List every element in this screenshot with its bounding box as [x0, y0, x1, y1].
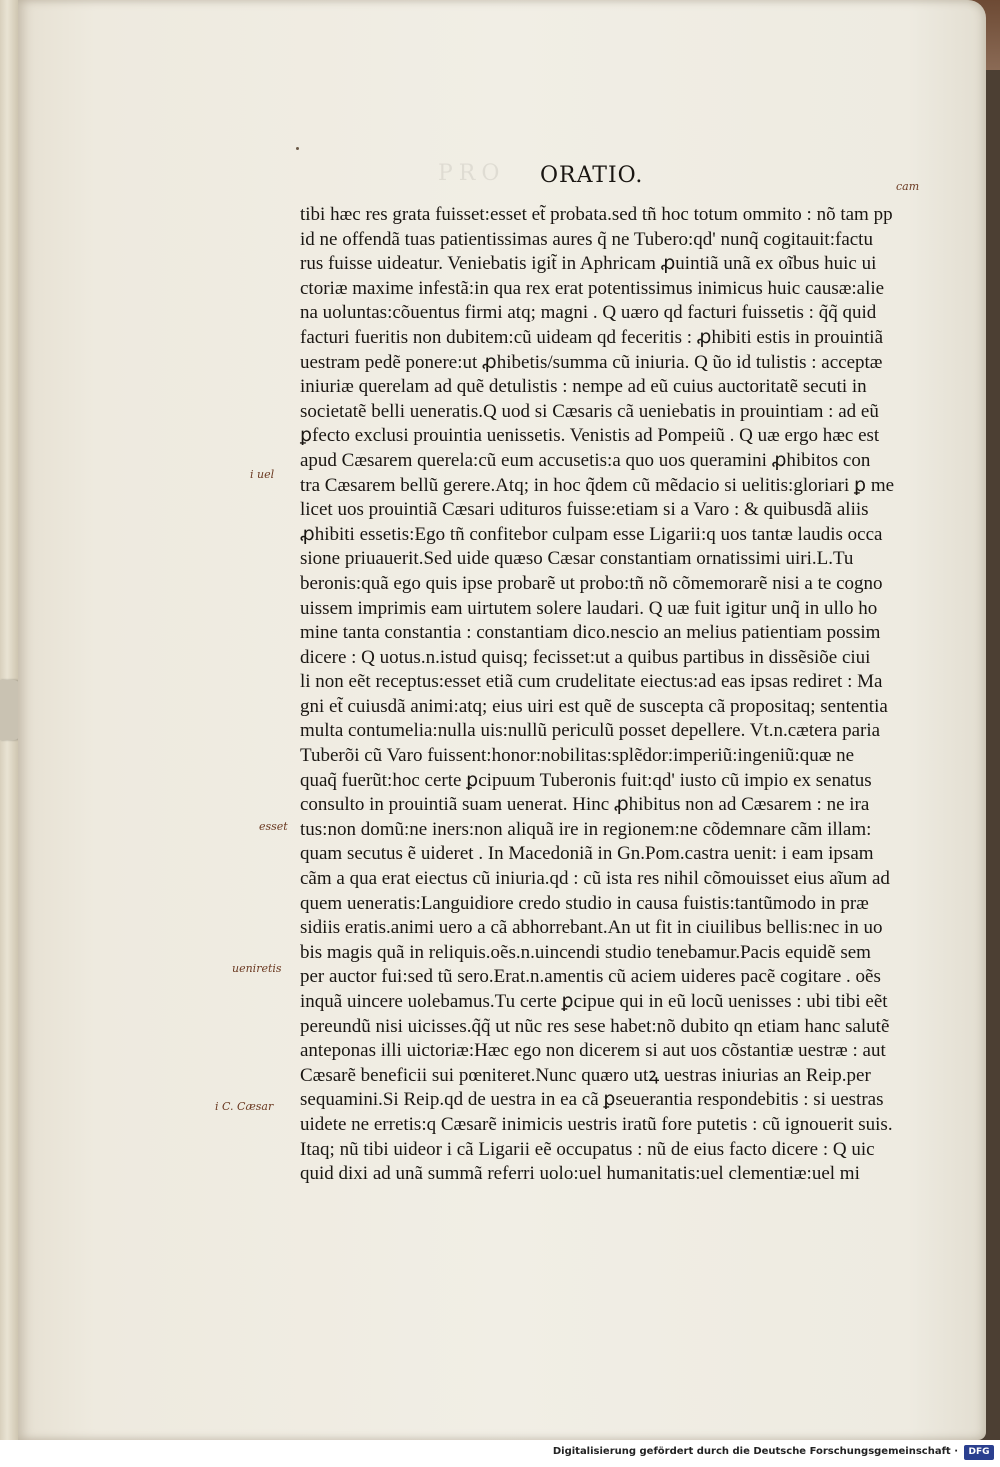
text-line: mine tanta constantia : constantiam dico.nescio an melius patientiam possim	[300, 622, 881, 644]
text-line: per auctor fui:sed tũ sero.Erat.n.amentis cũ aciem uideres pacẽ cogitare . oẽs	[300, 966, 881, 988]
ink-dot	[296, 147, 299, 150]
text-line: Tuberõi cũ Varo fuissent:honor:nobilitas:splẽdor:imperiũ:ingeniũ:quæ ne	[300, 745, 855, 767]
text-line: quam secutus ẽ uideret . In Macedoniã in Gn.Pom.castra uenit: i eam ipsam	[300, 843, 874, 865]
text-line: uissem imprimis eam uirtutem solere laudari. Q uæ fuit igitur unq̃ in ullo ho	[300, 597, 878, 619]
text-line: quaq̃ fuerũt:hoc certe ꝑcipuum Tuberonis fuit:qd' iusto cũ impio ex senatus	[300, 769, 872, 791]
text-line: pereundũ nisi uicisses.q̃q̃ ut nũc res sese habet:nõ dubito qn etiam hanc salutẽ	[300, 1015, 890, 1037]
text-line: na uoluntas:cõuentus firmi atq; magni . Q uæro qd facturi fuissetis : q̃q̃ quid	[300, 302, 877, 324]
dfg-logo: DFG	[964, 1445, 994, 1460]
text-line: ctoriæ maxime infestã:in qua rex erat potentissimus inimicus huic causæ:alie	[300, 277, 885, 299]
text-line: id ne offendã tuas patientissimas aures q̃ ne Tubero:qd' nunq̃ cogitauit:factu	[300, 228, 873, 250]
text-line: gni et̃ cuiusdã animi:atq; eius uiri est quẽ de suscepta cã propositaq; sententia	[300, 695, 888, 717]
text-line: multa contumelia:nulla uis:nullũ periculũ posset depellere. Vt.n.cætera paria	[300, 720, 881, 742]
marginal-note-uel: i uel	[250, 468, 275, 481]
marginal-note-cam: cam	[896, 180, 920, 193]
body-text	[300, 203, 900, 1187]
text-line: iniuriæ querelam ad quẽ detulistis : nempe ad eũ cuius auctoritatẽ secuti in	[300, 376, 867, 398]
text-line: facturi fueritis non dubitem:cũ uideam qd feceritis : ꝓhibiti estis in prouintiã	[300, 326, 883, 348]
funding-credit: Digitalisierung gefördert durch die Deutsche Forschungsgemeinschaft ·	[552, 1446, 958, 1457]
binding-clip	[0, 680, 20, 740]
text-line: sequamini.Si Reip.qd de uestra in ea cã ꝑseuerantia respondebitis : si uestras	[300, 1089, 884, 1111]
text-line: anteponas illi uictoriæ:Hæc ego non dicerem si aut uos cõstantiæ uestræ : aut	[300, 1040, 886, 1062]
text-line: societatẽ belli ueneratis.Q uod si Cæsaris cã ueniebatis in prouintiam : ad eũ	[300, 400, 879, 422]
text-line: tus:non domũ:ne iners:non aliquã ire in regionem:ne cõdemnare cãm illam:	[300, 818, 872, 840]
text-line: ꝑfecto exclusi prouintia uenissetis. Venistis ad Pompeiũ . Q uæ ergo hæc est	[300, 425, 880, 447]
text-line: licet uos prouintiã Cæsari udituros fuisse:etiam si a Varo : & quibusdã aliis	[300, 499, 869, 521]
marginal-note-caesar: i C. Cæsar	[215, 1100, 274, 1113]
text-line: tra Cæsarem bellũ gerere.Atq; in hoc q̃dem cũ mẽdacio si uelitis:gloriari ꝑ me	[300, 474, 895, 496]
text-line: sidiis eratis.animi uero a cã abhorrebant.An ut fit in ciuilibus bellis:nec in uo	[300, 917, 883, 939]
text-line: quid dixi ad unã summã referri uolo:uel humanitatis:uel clementiæ:uel mi	[300, 1163, 860, 1185]
text-line: Itaq; nũ tibi uideor i cã Ligarii eẽ occupatus : nũ de eius facto dicere : Q uic	[300, 1138, 875, 1160]
text-line: uidete ne erretis:q Cæsarẽ inimicis uestris iratũ fore putetis : cũ ignouerit suis.	[300, 1113, 893, 1135]
text-line: li non eẽt receptus:esset etiã cum crudelitate eiectus:ad eas ipsas rediret : Ma	[300, 671, 883, 693]
text-line: rus fuisse uideatur. Veniebatis igit̃ in Aphricam ꝓuintiã unã ex oĩbus huic ui	[300, 253, 877, 275]
text-line: sione priuauerit.Sed uide quæso Cæsar constantiam ornatissimi uiri.L.Tu	[300, 548, 854, 570]
marginal-note-esset: esset	[259, 820, 288, 833]
text-line: uestram pedẽ ponere:ut ꝓhibetis/summa cũ iniuria. Q ũo id tulistis : acceptæ	[300, 351, 883, 373]
text-line: Cæsarẽ beneficii sui pœniteret.Nunc quæro utꝝ uestras iniurias an Reip.per	[300, 1064, 871, 1086]
text-line: tibi hæc res grata fuisset:esset et̃ probata.sed tñ hoc totum ommito : nõ tam pp	[300, 204, 893, 225]
text-line: bis magis quã in reliquis.oẽs.n.uincendi studio tenebamur.Pacis equidẽ sem	[300, 941, 871, 963]
text-line: inquã uincere uolebamus.Tu certe ꝑcipue qui in eũ locũ uenisses : ubi tibi eẽt	[300, 991, 888, 1012]
text-line: ꝓhibiti essetis:Ego tñ confitebor culpam esse Ligarii:q uos tantæ laudis occa	[300, 523, 883, 545]
text-line: dicere : Q uotus.n.istud quisq; fecisset:ut a quibus partibus in dissẽsiõe ciui	[300, 646, 871, 668]
text-line: quem ueneratis:Languidiore credo studio in causa fuistis:tantũmodo in præ	[300, 892, 869, 914]
marginal-note-ueniretis: ueniretis	[232, 962, 282, 975]
running-head: ORATIO.	[540, 163, 644, 188]
text-line: apud Cæsarem querela:cũ eum accusetis:a quo uos queramini ꝓhibitos con	[300, 449, 871, 471]
show-through-heading: PRO	[438, 161, 506, 186]
text-line: consulto in prouintiã suam uenerat. Hinc ꝓhibitus non ad Cæsarem : ne ira	[300, 794, 870, 816]
text-line: cãm a qua erat eiectus cũ iniuria.qd : cũ ista res nihil cõmouisset eius aĩum ad	[300, 868, 890, 890]
text-line: beronis:quã ego quis ipse probarẽ ut probo:tñ nõ cõmemorarẽ nisi a te cogno	[300, 572, 883, 594]
footer-bar	[0, 1440, 1000, 1467]
